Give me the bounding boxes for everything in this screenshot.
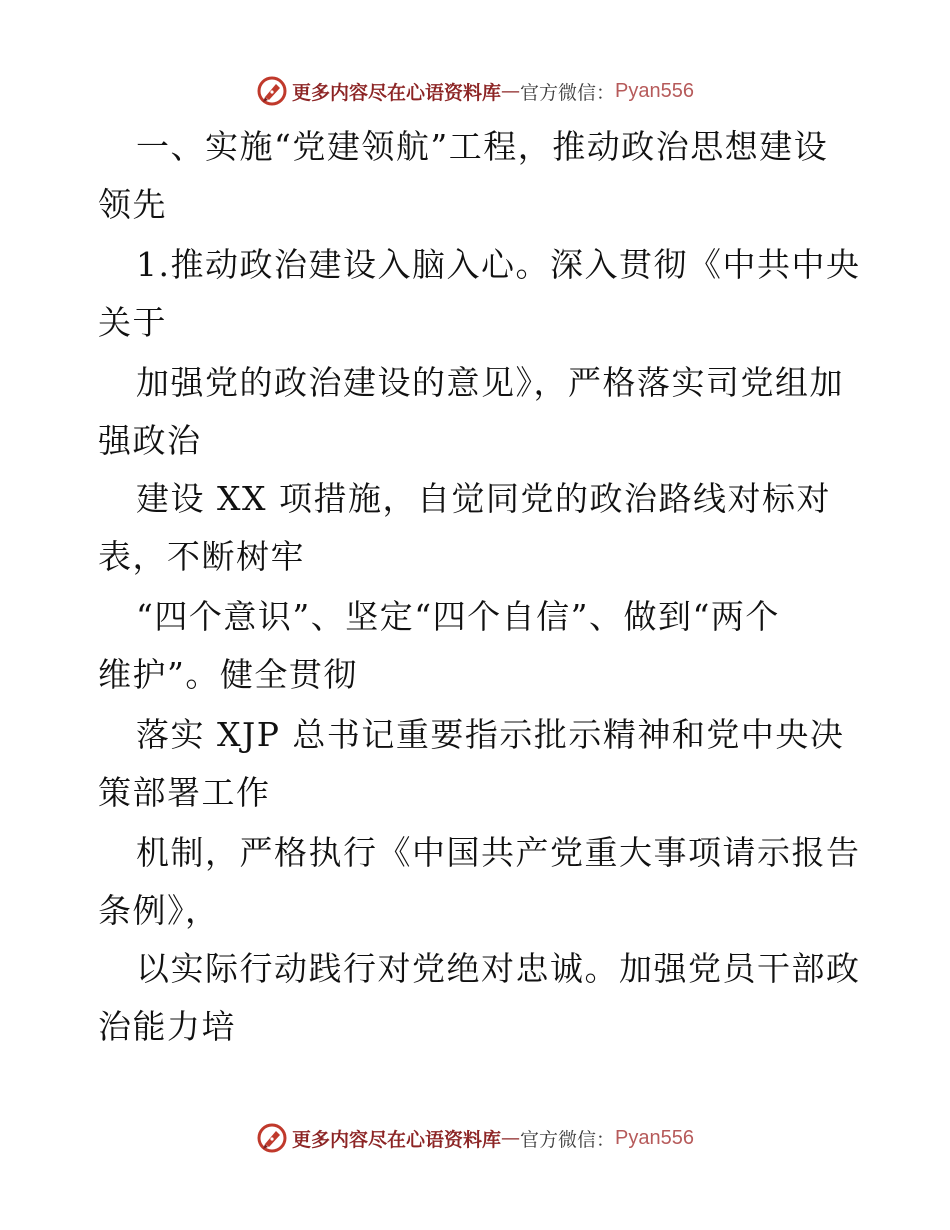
banner-main-text: 更多内容尽在心语资料库 bbox=[292, 1128, 502, 1151]
banner-wechat-id: Pyan556 bbox=[615, 1126, 694, 1149]
body-line-3: 1.推动政治建设入脑入心。深入贯彻《中共中央 bbox=[136, 245, 861, 284]
header-banner bbox=[0, 71, 950, 111]
body-line-16: 治能力培 bbox=[98, 1007, 236, 1046]
body-line-14: 条例》， bbox=[98, 891, 220, 930]
body-line-11: 落实 XJP 总书记重要指示批示精神和党中央决 bbox=[136, 715, 845, 754]
body-line-7: 建设 XX 项措施，自觉同党的政治路线对标对 bbox=[136, 479, 831, 518]
banner-wechat-id: Pyan556 bbox=[615, 79, 694, 102]
body-line-13: 机制，严格执行《中国共产党重大事项请示报告 bbox=[136, 833, 861, 872]
pen-nib-logo-icon bbox=[256, 1122, 288, 1154]
banner-dash: — bbox=[501, 80, 521, 102]
banner-main-text: 更多内容尽在心语资料库 bbox=[292, 81, 502, 104]
banner-wechat-label: 官方微信： bbox=[520, 81, 616, 104]
body-line-5: 加强党的政治建设的意见》，严格落实司党组加 bbox=[136, 363, 844, 402]
body-line-6: 强政治 bbox=[98, 421, 202, 460]
body-line-8: 表，不断树牢 bbox=[98, 537, 305, 576]
body-line-4: 关于 bbox=[98, 303, 167, 342]
footer-banner bbox=[0, 1118, 950, 1158]
body-line-9: “四个意识”、坚定“四个自信”、做到“两个 bbox=[136, 597, 780, 636]
banner-wechat-label: 官方微信： bbox=[520, 1128, 616, 1151]
body-line-15: 以实际行动践行对党绝对忠诚。加强党员干部政 bbox=[136, 949, 861, 988]
body-line-2: 领先 bbox=[98, 185, 167, 224]
body-line-10: 维护”。健全贯彻 bbox=[98, 655, 358, 694]
pen-nib-logo-icon bbox=[256, 75, 288, 107]
body-line-12: 策部署工作 bbox=[98, 773, 271, 812]
banner-dash: — bbox=[501, 1127, 521, 1149]
body-line-1: 一、实施“党建领航”工程，推动政治思想建设 bbox=[136, 127, 829, 166]
